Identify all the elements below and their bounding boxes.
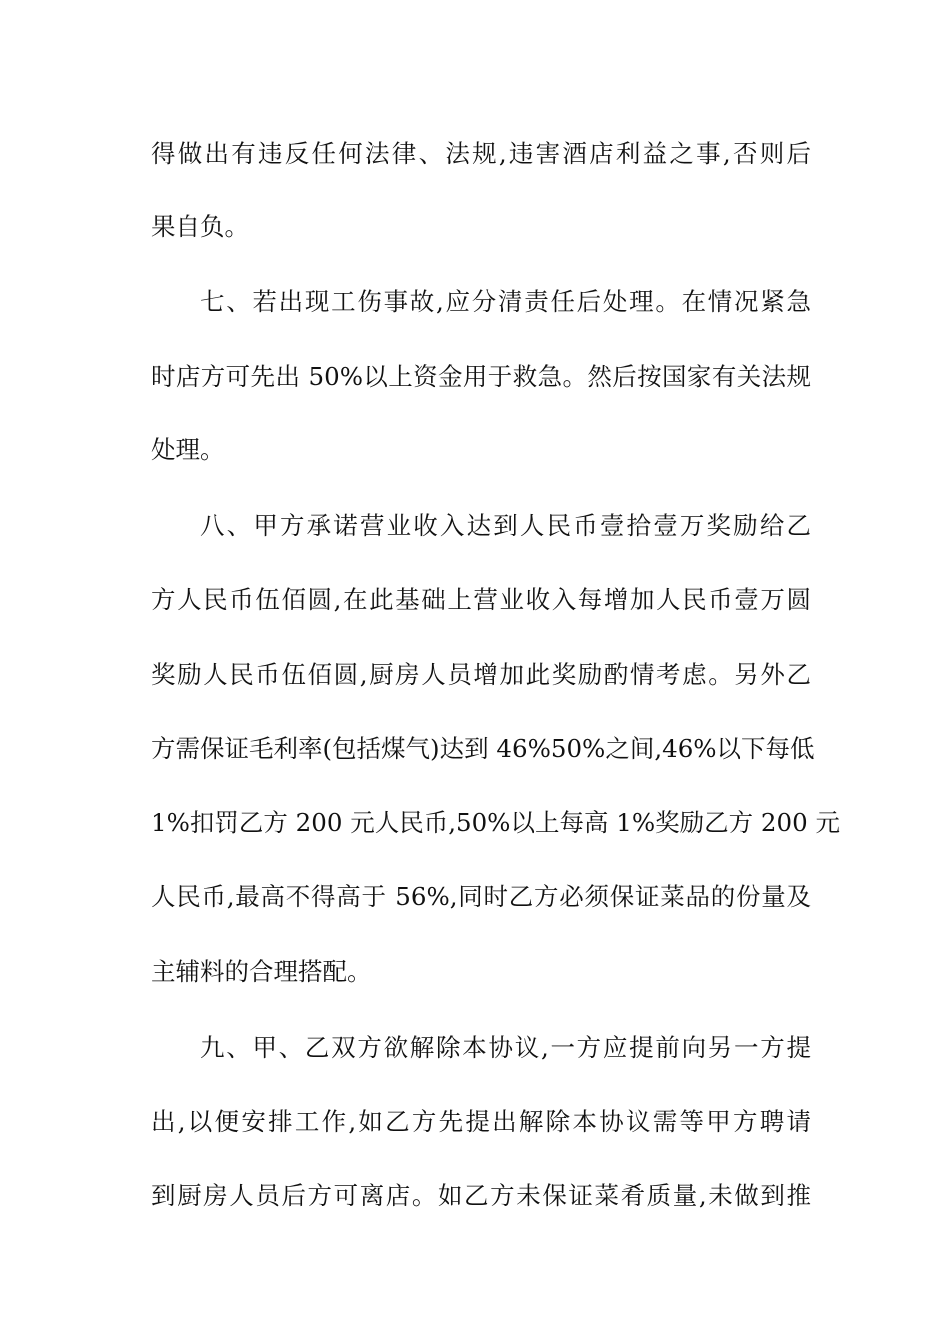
text-line-12: 主辅料的合理搭配。 xyxy=(151,957,372,986)
text-line-9: 方需保证毛利率(包括煤气)达到 46%50%之间,46%以下每低 xyxy=(151,734,815,763)
text-line-13: 九、甲、乙双方欲解除本协议,一方应提前向另一方提 xyxy=(200,1033,811,1062)
text-line-2: 果自负。 xyxy=(151,212,249,241)
text-line-3: 七、若出现工伤事故,应分清责任后处理。在情况紧急 xyxy=(200,287,811,316)
text-line-6: 八、甲方承诺营业收入达到人民币壹拾壹万奖励给乙 xyxy=(200,511,811,540)
text-line-15: 到厨房人员后方可离店。如乙方未保证菜肴质量,未做到推 xyxy=(151,1181,811,1210)
text-line-14: 出,以便安排工作,如乙方先提出解除本协议需等甲方聘请 xyxy=(151,1107,811,1136)
text-line-8: 奖励人民币伍佰圆,厨房人员增加此奖励酌情考虑。另外乙 xyxy=(151,660,811,689)
text-line-1: 得做出有违反任何法律、法规,违害酒店利益之事,否则后 xyxy=(151,139,811,168)
text-line-11: 人民币,最高不得高于 56%,同时乙方必须保证菜品的份量及 xyxy=(151,882,811,911)
text-line-4: 时店方可先出 50%以上资金用于救急。然后按国家有关法规 xyxy=(151,362,811,391)
text-line-5: 处理。 xyxy=(151,435,225,464)
text-line-10: 1%扣罚乙方 200 元人民币,50%以上每高 1%奖励乙方 200 元 xyxy=(151,808,840,837)
text-line-7: 方人民币伍佰圆,在此基础上营业收入每增加人民币壹万圆 xyxy=(151,585,811,614)
